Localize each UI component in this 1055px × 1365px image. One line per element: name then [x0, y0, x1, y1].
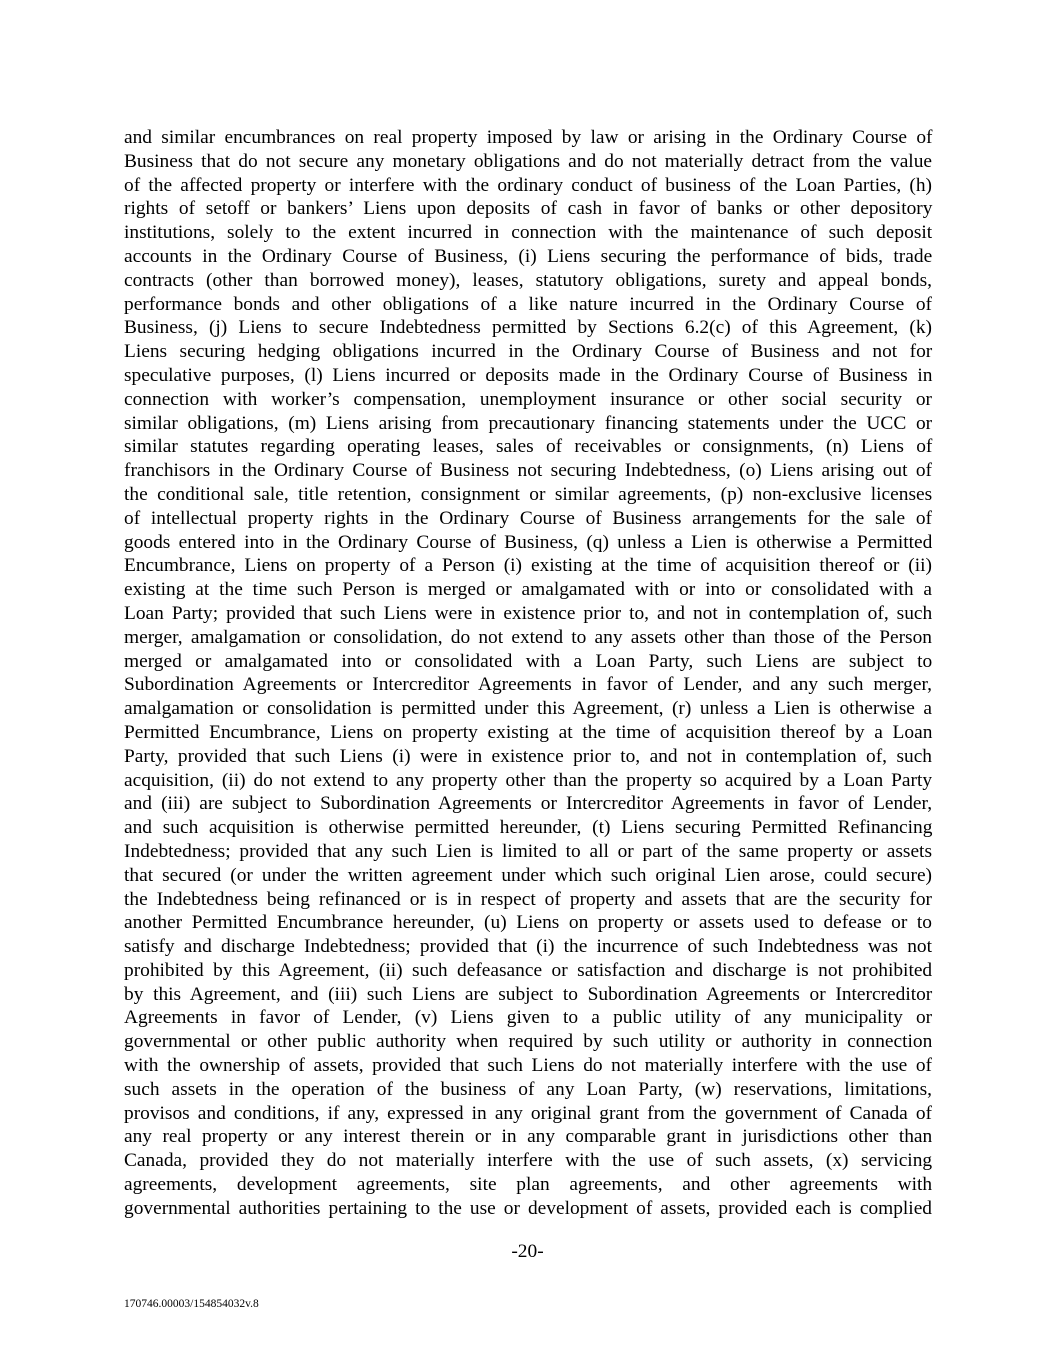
text-line: of the affected property or interfere with the ordinary conduct of business of the Loan Parties, (h)	[124, 174, 932, 196]
text-line: satisfy and discharge Indebtedness; provided that (i) the incurrence of such Indebtedness was not	[124, 936, 932, 958]
text-line: similar obligations, (m) Liens arising from precautionary financing statements under the UCC or	[124, 412, 933, 434]
text-line: and such acquisition is otherwise permitted hereunder, (t) Liens securing Permitted Refinancing	[124, 817, 933, 839]
text-line: Business, (j) Liens to secure Indebtedness permitted by Sections 6.2(c) of this Agreement, (k)	[124, 317, 932, 339]
document-id: 170746.00003/154854032v.8	[124, 1298, 259, 1310]
text-line: acquisition, (ii) do not extend to any property other than the property so acquired by a Loan Party	[124, 769, 933, 791]
page-number: -20-	[511, 1241, 544, 1262]
text-line: Party, provided that such Liens (i) were in existence prior to, and not in contemplation of, such	[124, 745, 932, 767]
text-line: and similar encumbrances on real property imposed by law or arising in the Ordinary Course of	[124, 127, 933, 148]
text-line: Encumbrance, Liens on property of a Person (i) existing at the time of acquisition thereof or (ii)	[124, 555, 932, 577]
text-line: connection with worker’s compensation, unemployment insurance or other social security or	[124, 388, 932, 410]
text-line: Permitted Encumbrance, Liens on property existing at the time of acquisition thereof by a Loan	[124, 721, 933, 743]
text-line: Liens securing hedging obligations incurred in the Ordinary Course of Business and not for	[124, 341, 933, 363]
text-line: speculative purposes, (l) Liens incurred or deposits made in the Ordinary Course of Business in	[124, 364, 933, 386]
text-line: performance bonds and other obligations of a like nature incurred in the Ordinary Course of	[124, 293, 932, 315]
text-line: Agreements in favor of Lender, (v) Liens given to a public utility of any municipality or	[124, 1007, 933, 1029]
text-line: franchisors in the Ordinary Course of Business not securing Indebtedness, (o) Liens arising out of	[124, 460, 932, 482]
text-line: another Permitted Encumbrance hereunder, (u) Liens on property or assets used to defease or to	[124, 912, 932, 934]
text-line: governmental authorities pertaining to the use or development of assets, provided each is complied	[124, 1197, 932, 1219]
text-line: and (iii) are subject to Subordination Agreements or Intercreditor Agreements in favor of Lender,	[124, 793, 933, 815]
text-line: contracts (other than borrowed money), leases, statutory obligations, surety and appeal bonds,	[124, 269, 932, 291]
text-line: the Indebtedness being refinanced or is in respect of property and assets that are the security for	[124, 888, 932, 910]
text-line: the conditional sale, title retention, consignment or similar agreements, (p) non-exclusive licenses	[124, 483, 933, 505]
text-line: Canada, provided they do not materially interfere with the use of such assets, (x) servicing	[124, 1150, 933, 1172]
body-paragraph	[124, 126, 932, 1221]
text-line: of intellectual property rights in the Ordinary Course of Business arrangements for the sale of	[124, 507, 932, 529]
text-line: accounts in the Ordinary Course of Business, (i) Liens securing the performance of bids, trade	[124, 245, 933, 267]
text-line: similar statutes regarding operating leases, sales of receivables or consignments, (n) Liens of	[124, 436, 933, 458]
text-line: governmental or other public authority when required by such utility or authority in connection	[124, 1031, 933, 1053]
text-line: merger, amalgamation or consolidation, do not extend to any assets other than those of the Person	[124, 626, 932, 648]
text-line: rights of setoff or bankers’ Liens upon deposits of cash in favor of banks or other depository	[124, 198, 933, 220]
text-line: prohibited by this Agreement, (ii) such defeasance or satisfaction and discharge is not prohibited	[124, 959, 933, 981]
text-line: agreements, development agreements, site plan agreements, and other agreements with	[124, 1174, 933, 1196]
text-line: goods entered into in the Ordinary Course of Business, (q) unless a Lien is otherwise a Permitted	[124, 531, 933, 553]
text-line: Business that do not secure any monetary obligations and do not materially detract from the value	[124, 150, 932, 172]
text-line: institutions, solely to the extent incurred in connection with the maintenance of such deposit	[124, 222, 933, 244]
text-line: any real property or any interest therein or in any comparable grant in jurisdictions other than	[124, 1126, 933, 1148]
text-line: Loan Party; provided that such Liens were in existence prior to, and not in contemplation of, such	[124, 602, 933, 624]
text-line: with the ownership of assets, provided that such Liens do not materially interfere with the use of	[124, 1055, 932, 1077]
text-line: such assets in the operation of the business of any Loan Party, (w) reservations, limitations,	[124, 1078, 932, 1100]
text-line: Subordination Agreements or Intercreditor Agreements in favor of Lender, and any such merger,	[124, 674, 932, 696]
text-line: provisos and conditions, if any, expressed in any original grant from the government of Canada of	[124, 1102, 932, 1124]
text-line: Indebtedness; provided that any such Lien is limited to all or part of the same property or assets	[124, 840, 932, 862]
text-line: amalgamation or consolidation is permitted under this Agreement, (r) unless a Lien is otherwise a	[124, 698, 932, 720]
text-line: existing at the time such Person is merged or amalgamated with or into or consolidated with a	[124, 579, 932, 601]
text-line: by this Agreement, and (iii) such Liens are subject to Subordination Agreements or Intercreditor	[124, 983, 933, 1005]
text-line: that secured (or under the written agreement under which such original Lien arose, could secure)	[124, 864, 933, 886]
text-line: merged or amalgamated into or consolidated with a Loan Party, such Liens are subject to	[124, 650, 933, 672]
